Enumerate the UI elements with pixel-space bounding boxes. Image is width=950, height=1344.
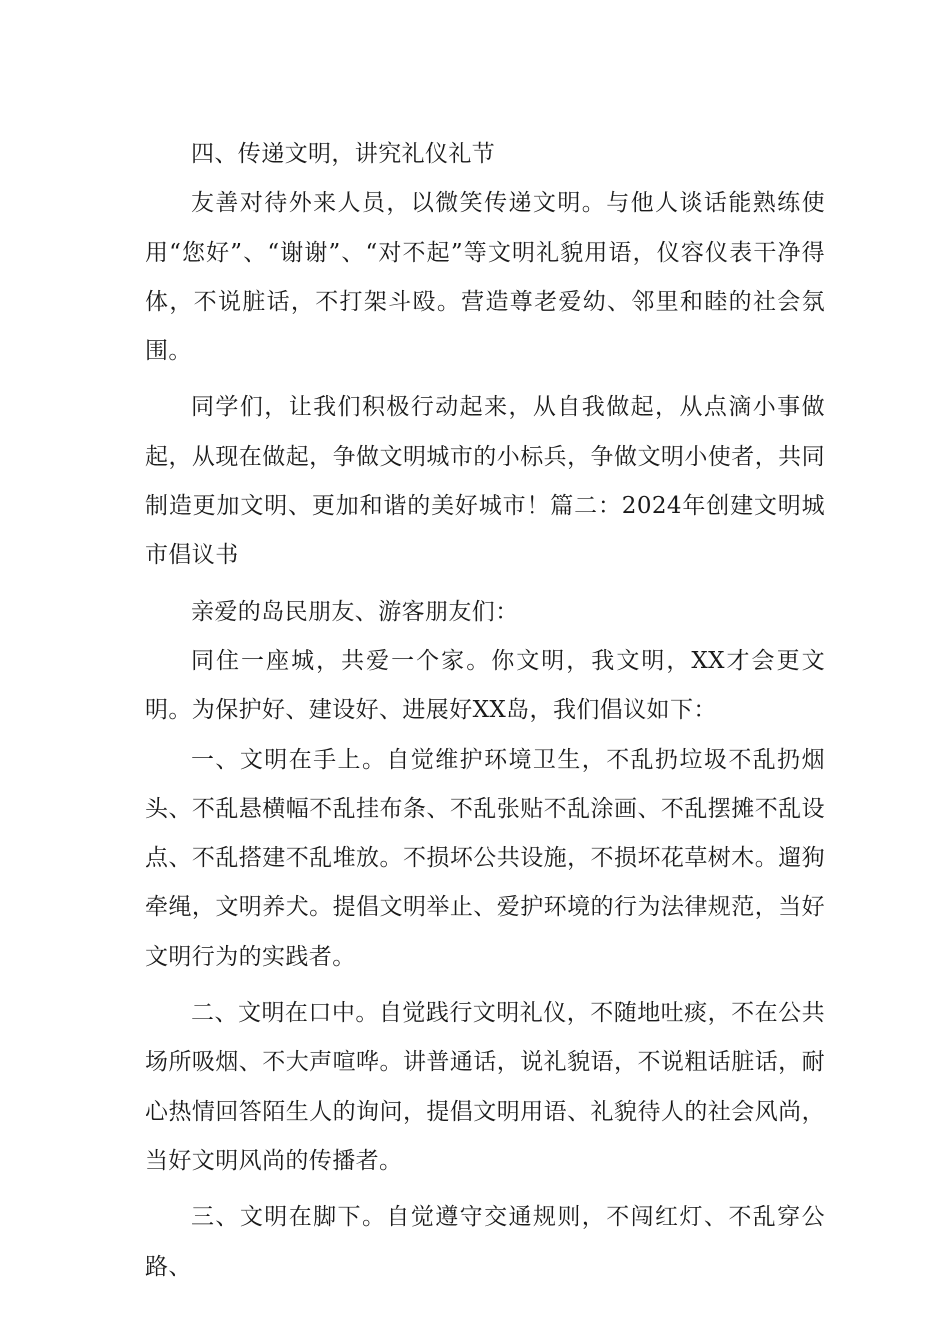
paragraph-intro: 同住一座城，共爱一个家。你文明，我文明，XX才会更文明。为保护好、建设好、进展好XX岛，我们倡议如下： [145, 647, 825, 724]
paragraph-item-3: 三、文明在脚下。自觉遵守交通规则，不闯红灯、不乱穿公路、 [145, 1204, 825, 1280]
section-heading-4: 四、传递文明，讲究礼仪礼节 [191, 141, 496, 167]
paragraph-call-to-students: 同学们，让我们积极行动起来，从自我做起，从点滴小事做起，从现在做起，争做文明城市的小标兵，争做文明小使者，共同制造更加文明、更加和谐的美好城市！篇二：2024年创建文明城市倡议书 [145, 394, 825, 569]
paragraph-item-1: 一、文明在手上。自觉维护环境卫生，不乱扔垃圾不乱扔烟头、不乱悬横幅不乱挂布条、不乱张贴不乱涂画、不乱摆摊不乱设点、不乱搭建不乱堆放。不损坏公共设施，不损坏花草树木。遛狗牵绳，文明养犬。提倡文明举止、爱护环境的行为法律规范，当好文明行为的实践者。 [145, 746, 825, 970]
paragraph-etiquette: 友善对待外来人员，以微笑传递文明。与他人谈话能熟练使用“您好”、“谢谢”、“对不起”等文明礼貌用语，仪容仪表干净得体，不说脏话，不打架斗殴。营造尊老爱幼、邻里和睦的社会氛围。 [145, 190, 825, 365]
document-body [145, 130, 825, 1292]
paragraph-salutation: 亲爱的岛民朋友、游客朋友们： [191, 598, 519, 625]
paragraph-item-2: 二、文明在口中。自觉践行文明礼仪，不随地吐痰，不在公共场所吸烟、不大声喧哗。讲普通话，说礼貌语，不说粗话脏话，耐心热情回答陌生人的询问，提倡文明用语、礼貌待人的社会风尚，当好文明风尚的传播者。 [145, 1000, 825, 1174]
